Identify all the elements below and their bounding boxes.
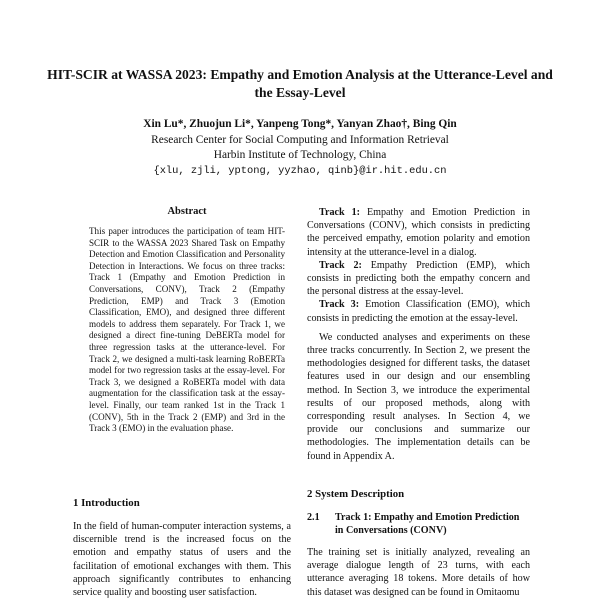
track1-label: Track 1: bbox=[319, 207, 360, 218]
track3-text: Emotion Classification (EMO), which consists in predicting the emotion at the essay-level. bbox=[307, 299, 530, 324]
paper-title: HIT-SCIR at WASSA 2023: Empathy and Emotion Analysis at the Utterance-Level and the Essay-Level bbox=[47, 67, 553, 100]
right-column bbox=[307, 206, 530, 463]
track3-paragraph bbox=[307, 298, 530, 324]
author-block bbox=[40, 117, 560, 179]
track1-text: Empathy and Emotion Prediction in Conversations (CONV), which consists in predicting the perceived empathy, emotion polarity and emotion intensity at the utterance-level in a dialog. bbox=[307, 207, 530, 258]
track2-text: Empathy Prediction (EMP), which consists in predicting both the empathy concern and the personal distress at the essay-level. bbox=[307, 259, 530, 298]
subsection-text: The training set is initially analyzed, revealing an average dialogue length of 23 turns, with each utterance averaging 18 tokens. More details of how this dataset was designed can be found in Omitaomu bbox=[307, 547, 530, 598]
affiliation-line-1: Research Center for Social Computing and Information Retrieval bbox=[151, 133, 449, 146]
system-description-heading: 2 System Description bbox=[307, 488, 405, 500]
affiliation-line-2: Harbin Institute of Technology, China bbox=[213, 149, 387, 161]
introduction-heading: 1 Introduction bbox=[73, 497, 140, 509]
abstract-text: This paper introduces the participation of team HIT-SCIR to the WASSA 2023 Shared Task on Empathy Detection and Emotion Classification and Personality Detection in Interactions. We focus on three tracks: Track 1 (Empathy and Emotion Prediction in Conversations, CONV), Track 2 (Empathy Prediction, EMP) and Track 3 (Emotion Classification, EMO), and designed three different models to address them separately. For Track 1, we designed a direct fine-tuning DeBERTa model for three regression tasks at the utterance-level. For Track 2, we designed a multi-task learning RoBERTa model for two regression tasks at the essay-level. For Track 3, we designed a RoBERTa model with data augmentation for the classification task at the essay-level. Finally, our team ranked 1st in the Track 1 (CONV), 5th in the Track 2 (EMP) and 3rd in the Track 3 (EMO) in the evaluation phase. bbox=[89, 226, 285, 434]
introduction-text: In the field of human-computer interaction systems, a discernible trend is the increased focus on the emotion and empathy status of users and the facilitation of emotional exchanges with them. This approach significantly contributes to enhancing service quality and boosting user satisfaction. bbox=[73, 521, 291, 599]
track2-paragraph bbox=[307, 259, 530, 299]
track3-label: Track 3: bbox=[319, 299, 360, 311]
abstract-heading: Abstract bbox=[167, 206, 207, 217]
subsection-title: Track 1: Empathy and Emotion Prediction in Conversations (CONV) bbox=[335, 512, 520, 536]
subsection-number: 2.1 bbox=[307, 512, 320, 523]
author-names: Xin Lu*, Zhuojun Li*, Yanpeng Tong*, Yanyan Zhao†, Bing Qin bbox=[143, 118, 457, 130]
track2-label: Track 2: bbox=[319, 259, 362, 271]
author-email: {xlu, zjli, yptong, yyzhao, qinb}@ir.hit.edu.cn bbox=[153, 164, 447, 177]
overview-paragraph: We conducted analyses and experiments on these three tracks concurrently. In Section 2, we present the methodologies designed for different tasks, the dataset features used in our design and our ensembling method. In Section 3, we introduce the experimental results of our proposed methods, along with corresponding result analyses. In Section 4, we provide our conclusions and summarize our methodologies. The implementation details can be found in Appendix A. bbox=[307, 331, 530, 462]
track1-paragraph bbox=[307, 206, 530, 259]
